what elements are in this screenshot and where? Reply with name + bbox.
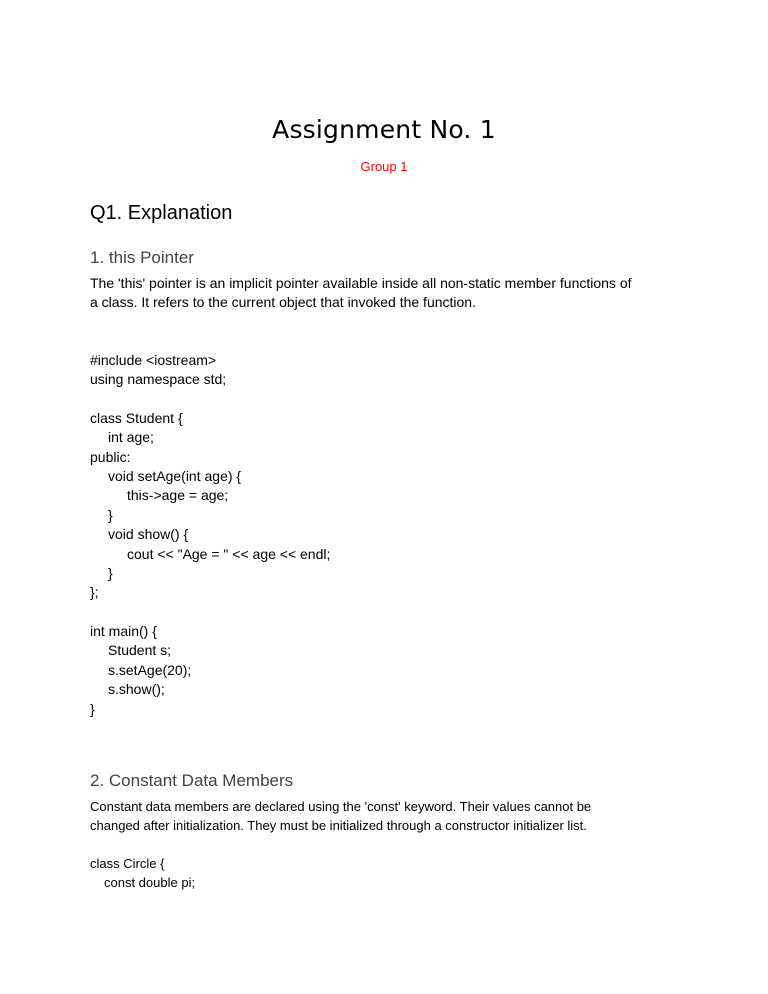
code-line: void show() { [108, 526, 189, 543]
code-line: } [90, 700, 95, 717]
code-line: } [108, 565, 113, 582]
section2-paragraph [90, 797, 690, 835]
code-line: Student s; [108, 642, 172, 659]
document-title: Assignment No. 1 [272, 115, 496, 144]
code-line: } [108, 506, 113, 523]
section2-heading: 2. Constant Data Members [90, 771, 294, 790]
section2-paragraph-line: changed after initialization. They must be initialized through a constructor initializer list. [90, 818, 587, 833]
code-line: void setAge(int age) { [108, 468, 242, 485]
section-heading-q1: Q1. Explanation [90, 202, 233, 224]
code-line: s.show(); [108, 681, 165, 698]
section2-paragraph-line: Constant data members are declared using the 'const' keyword. Their values cannot be [90, 799, 592, 814]
code-line: class Circle { [90, 856, 165, 871]
section1-paragraph [90, 274, 690, 312]
section1-heading: 1. this Pointer [90, 248, 194, 267]
section1-paragraph-line: a class. It refers to the current object that invoked the function. [90, 294, 476, 310]
document-subtitle: Group 1 [360, 159, 408, 174]
code-line: #include <iostream> [90, 352, 217, 368]
section1-code-block [90, 351, 330, 719]
code-line [90, 603, 330, 622]
code-line: cout << "Age = " << age << endl; [127, 545, 331, 562]
code-line: const double pi; [104, 875, 196, 890]
code-line: int age; [108, 429, 154, 446]
code-line: int main() { [90, 622, 157, 639]
code-line: s.setAge(20); [108, 661, 192, 678]
code-line: }; [90, 584, 99, 601]
code-line: class Student { [90, 409, 183, 426]
code-line: this->age = age; [127, 487, 229, 504]
section1-paragraph-line: The 'this' pointer is an implicit pointer available inside all non-static member functions of [90, 275, 632, 291]
code-line: using namespace std; [90, 371, 227, 388]
code-line [90, 390, 330, 409]
code-line: public: [90, 448, 131, 465]
section2-code-block [90, 854, 195, 892]
